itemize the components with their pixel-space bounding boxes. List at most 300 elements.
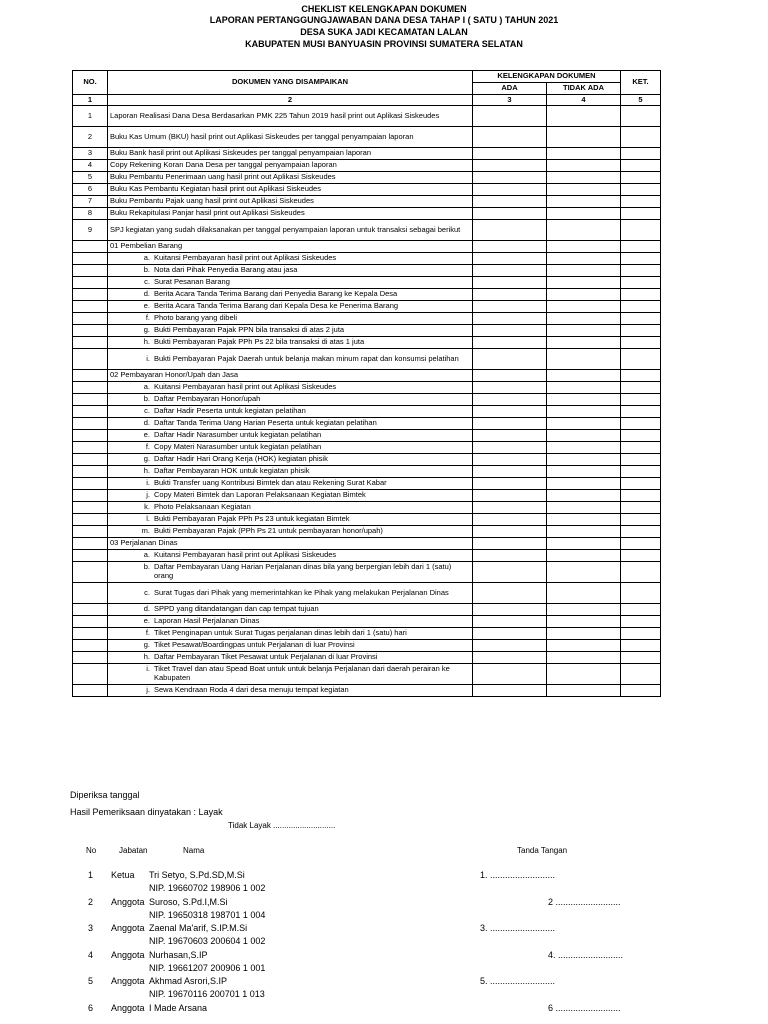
item-blank-cell: [73, 265, 108, 277]
item-letter: g.: [143, 640, 150, 650]
item-letter: c.: [144, 277, 150, 287]
item-blank-cell: [73, 502, 108, 514]
item-letter: e.: [143, 616, 150, 626]
item-text: Kuitansi Pembayaran hasil print out Aplikasi Siskeudes: [154, 382, 337, 392]
check-cell: [621, 313, 661, 325]
item-text: Photo barang yang dibeli: [154, 313, 237, 323]
item-blank-cell: [73, 616, 108, 628]
signature-line: 1. ..........................: [480, 870, 556, 880]
check-cell: [473, 337, 547, 349]
signer-name: Zaenal Ma'arif, S.IP.M.Si: [149, 923, 248, 933]
item-blank-cell: [73, 325, 108, 337]
check-cell: [547, 664, 621, 685]
check-cell: [621, 394, 661, 406]
list-item: [73, 325, 661, 337]
item-text: Copy Materi Narasumber untuk kegiatan pelatihan: [154, 442, 322, 452]
item-letter: k.: [144, 502, 150, 512]
check-cell: [621, 172, 661, 184]
check-cell: [621, 583, 661, 604]
check-cell: [621, 478, 661, 490]
section-row: [73, 241, 661, 253]
check-cell: [547, 220, 621, 241]
section-title: 02 Pembayaran Honor/Upah dan Jasa: [108, 370, 473, 382]
check-cell: [621, 685, 661, 697]
check-cell: [547, 466, 621, 478]
check-cell: [473, 127, 547, 148]
item-blank-cell: [73, 277, 108, 289]
col-header-no: NO.: [73, 71, 108, 95]
item-cell: [108, 253, 473, 265]
check-cell: [547, 208, 621, 220]
check-cell: [473, 583, 547, 604]
list-item: [73, 628, 661, 640]
item-cell: [108, 514, 473, 526]
checklist-body: [73, 106, 661, 697]
tidak-layak-label: Tidak Layak ............................: [228, 821, 336, 830]
item-cell: [108, 640, 473, 652]
item-letter: h.: [143, 466, 150, 476]
table-row: [73, 196, 661, 208]
check-cell: [621, 406, 661, 418]
list-item: [73, 289, 661, 301]
section-number-cell: [73, 370, 108, 382]
check-cell: [473, 325, 547, 337]
signer-position: Anggota: [111, 923, 145, 933]
signer-position: Anggota: [111, 949, 145, 960]
check-cell: [473, 106, 547, 127]
item-text: Bukti Pembayaran Pajak PPh Ps 22 bila transaksi di atas 1 juta: [154, 337, 365, 347]
item-text: Sewa Kendraan Roda 4 dari desa menuju tempat kegiatan: [154, 685, 349, 695]
check-cell: [473, 301, 547, 313]
check-cell: [621, 604, 661, 616]
col-header-document: DOKUMEN YANG DISAMPAIKAN: [108, 71, 473, 95]
row-number: 6: [73, 184, 108, 196]
check-cell: [473, 652, 547, 664]
item-letter: j.: [146, 490, 150, 500]
item-letter: a.: [143, 550, 150, 560]
signer-position: Anggota: [111, 896, 145, 907]
table-row: [73, 220, 661, 241]
check-cell: [473, 418, 547, 430]
check-cell: [621, 289, 661, 301]
item-letter: d.: [143, 604, 150, 614]
check-cell: [547, 394, 621, 406]
signer-header-no: No: [86, 846, 97, 855]
item-text: Daftar Hadir Peserta untuk kegiatan pelatihan: [154, 406, 306, 416]
row-document: Buku Pembantu Penerimaan uang hasil print out Aplikasi Siskeudes: [108, 172, 473, 184]
check-cell: [547, 514, 621, 526]
item-letter: d.: [143, 418, 150, 428]
list-item: [73, 442, 661, 454]
list-item: [73, 562, 661, 583]
check-cell: [621, 418, 661, 430]
check-cell: [473, 562, 547, 583]
check-cell: [621, 253, 661, 265]
item-cell: [108, 562, 473, 583]
item-blank-cell: [73, 349, 108, 370]
check-cell: [473, 616, 547, 628]
check-cell: [547, 562, 621, 583]
check-cell: [473, 241, 547, 253]
signature-line: 3. ..........................: [480, 923, 556, 933]
hasil-label: Hasil Pemeriksaan dinyatakan : Layak: [70, 807, 223, 817]
check-cell: [473, 289, 547, 301]
item-text: Tiket Pesawat/Boardingpas untuk Perjalanan di luar Provinsi: [154, 640, 355, 650]
item-cell: [108, 277, 473, 289]
check-cell: [547, 406, 621, 418]
item-text: Tiket Travel dan atau Spead Boat untuk untuk belanja Perjalanan dari daerah perairan ke Kabupaten: [154, 664, 450, 682]
check-cell: [473, 184, 547, 196]
list-item: [73, 640, 661, 652]
section-title: 03 Perjalanan Dinas: [108, 538, 473, 550]
check-cell: [621, 466, 661, 478]
row-document: Buku Kas Pembantu Kegiatan hasil print out Aplikasi Siskeudes: [108, 184, 473, 196]
item-blank-cell: [73, 628, 108, 640]
check-cell: [621, 184, 661, 196]
index-row: [73, 95, 661, 106]
item-cell: [108, 406, 473, 418]
item-blank-cell: [73, 418, 108, 430]
row-number: 3: [73, 148, 108, 160]
signer-number: 3: [88, 923, 94, 933]
item-text: Bukti Transfer uang Kontribusi Bimtek dan atau Rekening Surat Kabar: [154, 478, 387, 488]
item-text: Bukti Pembayaran Pajak Daerah untuk belanja makan minum rapat dan konsumsi pelatihan: [154, 353, 459, 363]
check-cell: [621, 538, 661, 550]
list-item: [73, 616, 661, 628]
check-cell: [621, 208, 661, 220]
check-cell: [547, 127, 621, 148]
title-line-4: KABUPATEN MUSI BANYUASIN PROVINSI SUMATERA SELATAN: [245, 39, 523, 49]
signer-name: Nurhasan,S.IP: [149, 949, 208, 960]
check-cell: [473, 550, 547, 562]
row-document: SPJ kegiatan yang sudah dilaksanakan per tanggal penyampaian laporan untuk transaksi sebagai berikut: [108, 220, 473, 241]
item-cell: [108, 430, 473, 442]
check-cell: [473, 478, 547, 490]
signer-nip: NIP. 19670116 200701 1 013: [149, 989, 265, 999]
item-cell: [108, 604, 473, 616]
index-cell: 5: [621, 95, 661, 106]
row-document: Laporan Realisasi Dana Desa Berdasarkan PMK 225 Tahun 2019 hasil print out Aplikasi Siskeudes: [108, 106, 473, 127]
check-cell: [473, 604, 547, 616]
check-cell: [473, 172, 547, 184]
check-cell: [473, 370, 547, 382]
signer-nip: NIP. 19661207 200906 1 001: [149, 962, 266, 973]
check-cell: [473, 628, 547, 640]
index-cell: 4: [547, 95, 621, 106]
item-text: SPPD yang ditandatangan dan cap tempat tujuan: [154, 604, 319, 614]
check-cell: [473, 349, 547, 370]
item-text: Bukti Pembayaran Pajak PPN bila transaksi di atas 2 juta: [154, 325, 345, 335]
list-item: [73, 337, 661, 349]
item-cell: [108, 442, 473, 454]
item-letter: h.: [143, 337, 150, 347]
item-blank-cell: [73, 514, 108, 526]
list-item: [73, 652, 661, 664]
item-cell: [108, 616, 473, 628]
item-cell: [108, 526, 473, 538]
check-cell: [547, 349, 621, 370]
item-blank-cell: [73, 652, 108, 664]
item-cell: [108, 652, 473, 664]
check-cell: [621, 382, 661, 394]
item-cell: [108, 685, 473, 697]
signer-header-jabatan: Jabatan: [119, 846, 148, 855]
item-letter: m.: [141, 526, 150, 536]
check-cell: [547, 241, 621, 253]
item-cell: [108, 313, 473, 325]
check-cell: [621, 652, 661, 664]
list-item: [73, 583, 661, 604]
col-header-kelengkapan: KELENGKAPAN DOKUMEN: [473, 71, 621, 83]
item-blank-cell: [73, 442, 108, 454]
item-text: Kuitansi Pembayaran hasil print out Aplikasi Siskeudes: [154, 550, 337, 560]
signer-name: Tri Setyo, S.Pd.SD,M.Si: [149, 870, 245, 880]
list-item: [73, 514, 661, 526]
check-cell: [621, 148, 661, 160]
check-cell: [621, 526, 661, 538]
check-cell: [473, 664, 547, 685]
list-item: [73, 454, 661, 466]
item-letter: a.: [143, 382, 150, 392]
check-cell: [547, 370, 621, 382]
check-cell: [473, 502, 547, 514]
col-header-tidak-ada: TIDAK ADA: [547, 83, 621, 95]
item-text: Nota dari Pihak Penyedia Barang atau jasa: [154, 265, 298, 275]
table-row: [73, 106, 661, 127]
item-letter: f.: [145, 442, 150, 452]
signature-line: 6 ..........................: [548, 1002, 621, 1013]
check-cell: [547, 184, 621, 196]
list-item: [73, 430, 661, 442]
item-cell: [108, 265, 473, 277]
check-cell: [621, 127, 661, 148]
list-item: [73, 685, 661, 697]
check-cell: [621, 490, 661, 502]
check-cell: [547, 550, 621, 562]
item-letter: b.: [143, 394, 150, 404]
item-blank-cell: [73, 406, 108, 418]
signer-nip: NIP. 19650318 198701 1 004: [149, 909, 266, 920]
check-cell: [547, 685, 621, 697]
check-cell: [473, 466, 547, 478]
check-cell: [547, 583, 621, 604]
item-letter: g.: [143, 454, 150, 464]
item-letter: g.: [143, 325, 150, 335]
item-text: Daftar Hadir Narasumber untuk kegiatan pelatihan: [154, 430, 322, 440]
list-item: [73, 502, 661, 514]
section-title: 01 Pembelian Barang: [108, 241, 473, 253]
item-letter: d.: [143, 289, 150, 299]
item-cell: [108, 466, 473, 478]
list-item: [73, 265, 661, 277]
check-cell: [621, 301, 661, 313]
item-text: Daftar Pembayaran HOK untuk kegiatan phisik: [154, 466, 310, 476]
check-cell: [621, 628, 661, 640]
check-cell: [547, 301, 621, 313]
signer-nip: NIP. 19660702 198906 1 002: [149, 883, 266, 893]
item-blank-cell: [73, 337, 108, 349]
table-row: [73, 160, 661, 172]
item-text: Photo Pelaksanaan Kegiatan: [154, 502, 251, 512]
check-cell: [547, 604, 621, 616]
item-text: Surat Pesanan Barang: [154, 277, 230, 287]
signer-name: Akhmad Asrori,S.IP: [149, 976, 228, 986]
check-cell: [621, 616, 661, 628]
item-text: Daftar Tanda Terima Uang Harian Peserta untuk kegiatan pelatihan: [154, 418, 377, 428]
row-number: 5: [73, 172, 108, 184]
check-cell: [547, 526, 621, 538]
table-row: [73, 127, 661, 148]
signature-line: 4. ..........................: [548, 949, 624, 960]
item-text: Laporan Hasil Perjalanan Dinas: [154, 616, 260, 626]
list-item: [73, 394, 661, 406]
row-document: Buku Kas Umum (BKU) hasil print out Aplikasi Siskeudes per tanggal penyampaian laporan: [108, 127, 473, 148]
item-blank-cell: [73, 562, 108, 583]
list-item: [73, 382, 661, 394]
item-cell: [108, 418, 473, 430]
list-item: [73, 313, 661, 325]
item-text: Bukti Pembayaran Pajak PPh Ps 23 untuk kegiatan Bimtek: [154, 514, 350, 524]
section-row: [73, 370, 661, 382]
check-cell: [473, 265, 547, 277]
check-cell: [547, 502, 621, 514]
item-blank-cell: [73, 430, 108, 442]
check-cell: [547, 490, 621, 502]
list-item: [73, 490, 661, 502]
item-letter: i.: [146, 353, 150, 363]
signer-name: I Made Arsana: [149, 1002, 208, 1013]
item-letter: a.: [143, 253, 150, 263]
check-cell: [621, 442, 661, 454]
table-row: [73, 148, 661, 160]
check-cell: [473, 253, 547, 265]
item-blank-cell: [73, 640, 108, 652]
table-row: [73, 172, 661, 184]
row-document: Copy Rekening Koran Dana Desa per tanggal penyampaian laporan: [108, 160, 473, 172]
item-letter: e.: [143, 430, 150, 440]
check-cell: [473, 685, 547, 697]
item-text: Berita Acara Tanda Terima Barang dari Penyedia Barang ke Kepala Desa: [154, 289, 398, 299]
title-line-3: DESA SUKA JADI KECAMATAN LALAN: [300, 27, 468, 37]
signature-line: 2 ..........................: [548, 896, 621, 907]
item-letter: j.: [146, 685, 150, 695]
check-cell: [547, 628, 621, 640]
signer-header-ttd: Tanda Tangan: [517, 846, 568, 855]
check-cell: [621, 220, 661, 241]
check-cell: [547, 652, 621, 664]
check-cell: [473, 406, 547, 418]
check-cell: [473, 430, 547, 442]
item-letter: b.: [143, 265, 150, 275]
check-cell: [547, 277, 621, 289]
list-item: [73, 466, 661, 478]
row-document: Buku Bank hasil print out Aplikasi Siskeudes per tanggal penyampaian laporan: [108, 148, 473, 160]
section-number-cell: [73, 538, 108, 550]
item-letter: e.: [143, 301, 150, 311]
check-cell: [547, 313, 621, 325]
row-number: 8: [73, 208, 108, 220]
check-cell: [547, 418, 621, 430]
check-cell: [621, 562, 661, 583]
list-item: [73, 550, 661, 562]
item-cell: [108, 664, 473, 685]
check-cell: [547, 148, 621, 160]
check-cell: [621, 241, 661, 253]
check-cell: [621, 502, 661, 514]
index-cell: 2: [108, 95, 473, 106]
item-blank-cell: [73, 289, 108, 301]
check-cell: [473, 196, 547, 208]
check-cell: [473, 277, 547, 289]
check-cell: [473, 526, 547, 538]
check-cell: [547, 196, 621, 208]
check-cell: [473, 220, 547, 241]
row-number: 1: [73, 106, 108, 127]
item-cell: [108, 550, 473, 562]
item-letter: c.: [144, 406, 150, 416]
signer-nip: NIP. 19670603 200604 1 002: [149, 936, 266, 946]
item-blank-cell: [73, 550, 108, 562]
signer-number: 2: [88, 896, 94, 907]
checklist-table: [72, 70, 661, 697]
item-cell: [108, 583, 473, 604]
item-blank-cell: [73, 253, 108, 265]
item-cell: [108, 382, 473, 394]
title-line-2: LAPORAN PERTANGGUNGJAWABAN DANA DESA TAHAP I ( SATU ) TAHUN 2021: [209, 15, 559, 25]
item-cell: [108, 628, 473, 640]
check-cell: [621, 550, 661, 562]
item-blank-cell: [73, 454, 108, 466]
item-blank-cell: [73, 382, 108, 394]
index-cell: 3: [473, 95, 547, 106]
item-text: Daftar Pembayaran Tiket Pesawat untuk Perjalanan di luar Provinsi: [154, 652, 378, 662]
check-cell: [547, 106, 621, 127]
row-document: Buku Rekapitulasi Panjar hasil print out Aplikasi Siskeudes: [108, 208, 473, 220]
check-cell: [473, 538, 547, 550]
item-letter: h.: [143, 652, 150, 662]
item-cell: [108, 490, 473, 502]
signer-number: 4: [88, 949, 94, 960]
list-item: [73, 349, 661, 370]
check-cell: [547, 454, 621, 466]
check-cell: [473, 313, 547, 325]
check-cell: [473, 640, 547, 652]
check-cell: [547, 616, 621, 628]
check-cell: [547, 325, 621, 337]
item-cell: [108, 454, 473, 466]
item-blank-cell: [73, 526, 108, 538]
item-text: Bukti Pembayaran Pajak (PPh Ps 21 untuk pembayaran honor/upah): [154, 526, 383, 536]
section-number-cell: [73, 241, 108, 253]
check-cell: [547, 382, 621, 394]
check-cell: [547, 265, 621, 277]
check-cell: [621, 514, 661, 526]
signer-name: Suroso, S.Pd.I,M.Si: [149, 896, 228, 907]
item-cell: [108, 301, 473, 313]
signer-position: Ketua: [111, 870, 135, 880]
check-cell: [547, 337, 621, 349]
list-item: [73, 301, 661, 313]
item-text: Tiket Penginapan untuk Surat Tugas perjalanan dinas lebih dari 1 (satu) hari: [154, 628, 407, 638]
title-line-1: CHEKLIST KELENGKAPAN DOKUMEN: [301, 4, 467, 14]
check-cell: [621, 265, 661, 277]
check-cell: [473, 148, 547, 160]
signer-number: 6: [88, 1002, 94, 1013]
check-cell: [621, 106, 661, 127]
check-cell: [547, 172, 621, 184]
col-header-ada: ADA: [473, 83, 547, 95]
item-letter: f.: [145, 313, 150, 323]
